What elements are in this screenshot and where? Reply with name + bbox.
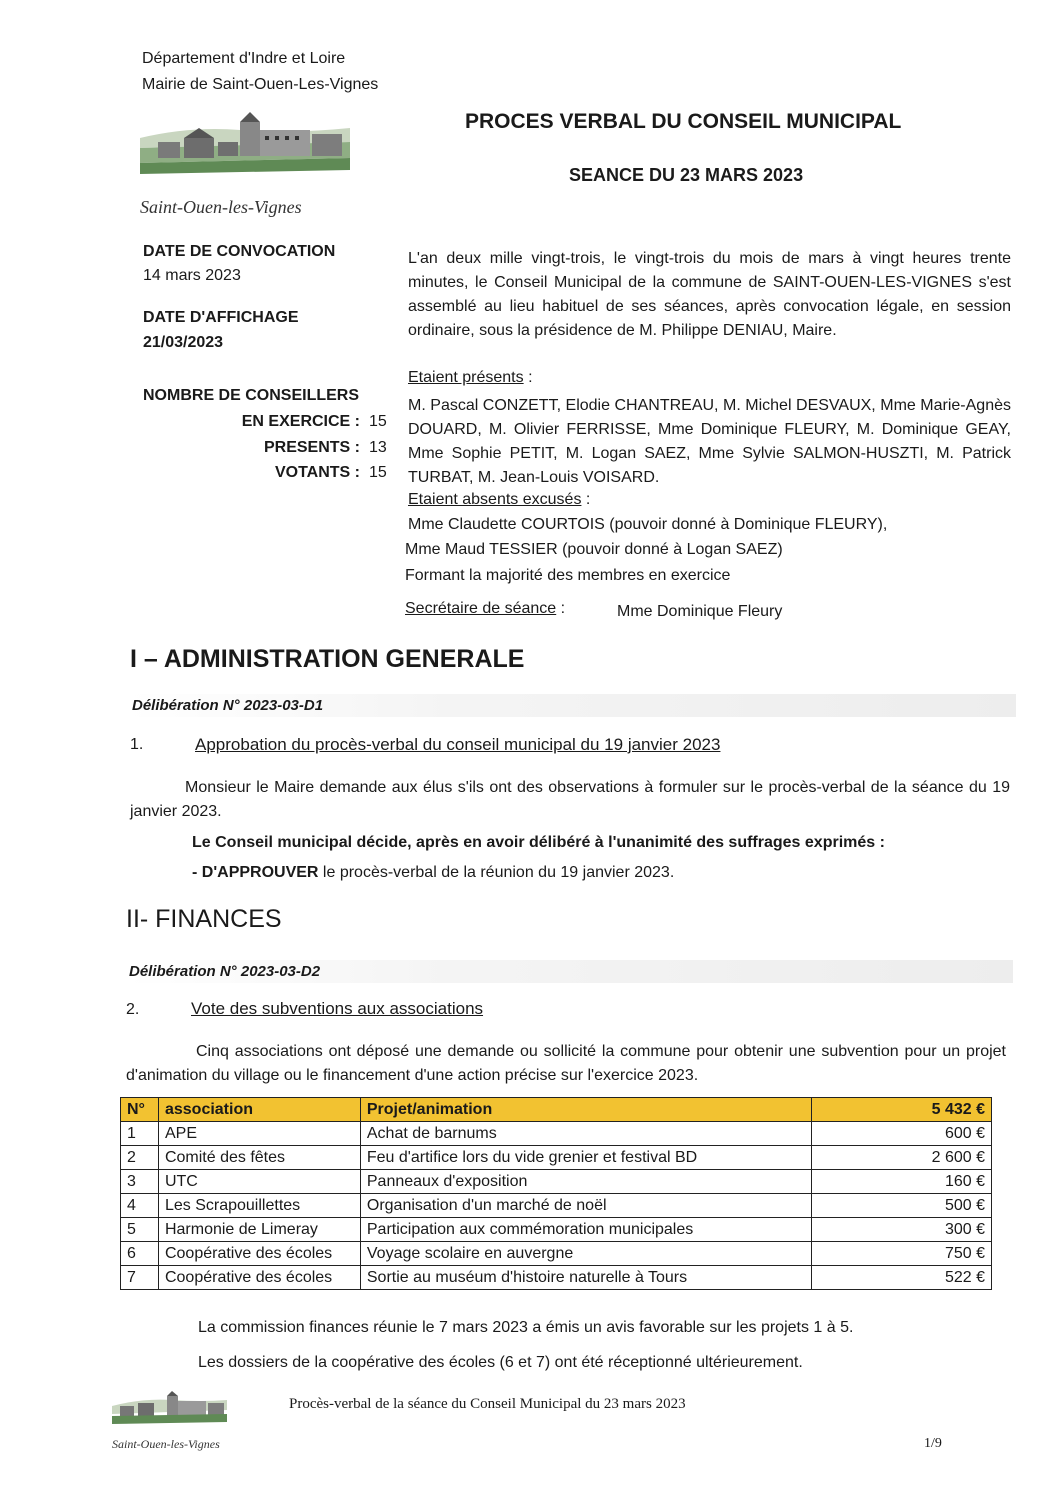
- affichage-value: 21/03/2023: [143, 334, 224, 351]
- row-association: Les Scrapouillettes: [158, 1194, 360, 1218]
- convocation-label: DATE DE CONVOCATION: [143, 243, 336, 260]
- mairie-line: Mairie de Saint-Ouen-Les-Vignes: [142, 76, 379, 93]
- row-association: Comité des fêtes: [158, 1146, 360, 1170]
- item-1-decision: Le Conseil municipal décide, après en avoir délibéré à l'unanimité des suffrages exprimés :: [192, 834, 885, 851]
- row-number: 4: [121, 1194, 159, 1218]
- row-amount: 160 €: [812, 1170, 992, 1194]
- row-project: Achat de barnums: [360, 1122, 812, 1146]
- row-association: Coopérative des écoles: [158, 1242, 360, 1266]
- section-administration-title: I – ADMINISTRATION GENERALE: [130, 645, 525, 673]
- row-amount: 600 €: [812, 1122, 992, 1146]
- row-number: 5: [121, 1218, 159, 1242]
- logo-caption: Saint-Ouen-les-Vignes: [140, 197, 302, 217]
- row-project: Participation aux commémoration municipales: [360, 1218, 812, 1242]
- footer-logo: [112, 1390, 252, 1460]
- presents-label: PRESENTS :: [263, 439, 360, 456]
- row-project: Panneaux d'exposition: [360, 1170, 812, 1194]
- table-row: [121, 1170, 992, 1194]
- row-amount: 522 €: [812, 1266, 992, 1290]
- convocation-value: 14 mars 2023: [143, 267, 241, 284]
- header-total: 5 432 €: [812, 1098, 992, 1122]
- exercice-value: 15: [369, 413, 387, 430]
- votants-value: 15: [369, 464, 387, 481]
- item-1-paragraph: Monsieur le Maire demande aux élus s'ils ont des observations à formuler sur le procès-verbal de la séance du 19 janvier 2023.: [130, 779, 1010, 820]
- table-row: [121, 1218, 992, 1242]
- table-row: [121, 1146, 992, 1170]
- header-number: N°: [121, 1098, 159, 1122]
- absent-2: Mme Maud TESSIER (pouvoir donné à Logan SAEZ): [405, 541, 783, 558]
- cooperative-note: Les dossiers de la coopérative des écoles (6 et 7) ont été réceptionné ultérieurement.: [198, 1354, 803, 1371]
- table-row: [121, 1194, 992, 1218]
- presents-value: 13: [369, 439, 387, 456]
- footer-text: Procès-verbal de la séance du Conseil Municipal du 23 mars 2023: [289, 1396, 686, 1412]
- item-1-title: Approbation du procès-verbal du conseil municipal du 19 janvier 2023: [195, 735, 721, 754]
- village-illustration-icon: [140, 108, 350, 178]
- row-project: Voyage scolaire en auvergne: [360, 1242, 812, 1266]
- row-association: Harmonie de Limeray: [158, 1218, 360, 1242]
- row-association: UTC: [158, 1170, 360, 1194]
- row-amount: 300 €: [812, 1218, 992, 1242]
- page-number: 1/9: [924, 1436, 942, 1451]
- village-illustration-icon: [112, 1390, 227, 1426]
- absents-heading: Etaient absents excusés :: [408, 491, 591, 508]
- row-number: 6: [121, 1242, 159, 1266]
- seance-title: SEANCE DU 23 MARS 2023: [569, 165, 804, 185]
- item-1-approve: - D'APPROUVER le procès-verbal de la réunion du 19 janvier 2023.: [192, 864, 675, 881]
- exercice-label: EN EXERCICE :: [241, 413, 360, 430]
- town-logo: [140, 108, 360, 218]
- intro-paragraph: L'an deux mille vingt-trois, le vingt-trois du mois de mars à vingt heures trente minutes, le Conseil Municipal de la commune de SAINT-OUEN-LES-VIGNES s'est assemblé au lieu habituel de ses séances, après convocation légale, en session ordinaire, sous la présidence de M. Philippe DENIAU, Maire.: [408, 250, 1011, 339]
- document-title: PROCES VERBAL DU CONSEIL MUNICIPAL: [465, 110, 902, 133]
- presents-heading: Etaient présents :: [408, 369, 533, 386]
- commission-note: La commission finances réunie le 7 mars 2023 a émis un avis favorable sur les projets 1 à 5.: [198, 1319, 854, 1336]
- row-amount: 500 €: [812, 1194, 992, 1218]
- row-association: APE: [158, 1122, 360, 1146]
- header-project: Projet/animation: [360, 1098, 812, 1122]
- row-number: 1: [121, 1122, 159, 1146]
- majorite-line: Formant la majorité des membres en exercice: [405, 567, 731, 584]
- table-row: [121, 1266, 992, 1290]
- votants-label: VOTANTS :: [274, 464, 360, 481]
- conseillers-label: NOMBRE DE CONSEILLERS: [143, 387, 360, 404]
- item-1-number: 1.: [130, 736, 144, 753]
- table-row: [121, 1242, 992, 1266]
- department-line: Département d'Indre et Loire: [142, 50, 346, 67]
- row-amount: 2 600 €: [812, 1146, 992, 1170]
- deliberation-d1: Délibération N° 2023-03-D1: [128, 694, 1016, 717]
- secretaire-value: Mme Dominique Fleury: [617, 603, 783, 620]
- deliberation-d2: Délibération N° 2023-03-D2: [125, 960, 1013, 983]
- row-project: Feu d'artifice lors du vide grenier et festival BD: [360, 1146, 812, 1170]
- item-2-paragraph: Cinq associations ont déposé une demande ou sollicité la commune pour obtenir une subvention pour un projet d'animation du village ou le financement d'une action précise sur l'exercice 2023.: [126, 1043, 1006, 1084]
- secretaire-label: Secrétaire de séance :: [405, 600, 566, 617]
- footer-logo-caption: Saint-Ouen-les-Vignes: [112, 1437, 220, 1451]
- presents-list: M. Pascal CONZETT, Elodie CHANTREAU, M. Michel DESVAUX, Mme Marie-Agnès DOUARD, M. Olivier FERRISSE, Mme Dominique FLEURY, M. Dominique GEAY, Mme Sophie PETIT, M. Logan SAEZ, Mme Sylvie SALMON-HUSZTI, M. Patrick TURBAT, M. Jean-Louis VOISARD.: [408, 397, 1011, 486]
- row-project: Sortie au muséum d'histoire naturelle à Tours: [360, 1266, 812, 1290]
- row-association: Coopérative des écoles: [158, 1266, 360, 1290]
- item-2-number: 2.: [126, 1001, 140, 1018]
- item-2-title: Vote des subventions aux associations: [191, 999, 484, 1018]
- row-amount: 750 €: [812, 1242, 992, 1266]
- header-association: association: [158, 1098, 360, 1122]
- affichage-label: DATE D'AFFICHAGE: [143, 309, 299, 326]
- row-project: Organisation d'un marché de noël: [360, 1194, 812, 1218]
- row-number: 2: [121, 1146, 159, 1170]
- section-finances-title: II- FINANCES: [126, 905, 282, 933]
- table-header-row: [121, 1098, 992, 1122]
- row-number: 7: [121, 1266, 159, 1290]
- row-number: 3: [121, 1170, 159, 1194]
- table-row: [121, 1122, 992, 1146]
- absent-1: Mme Claudette COURTOIS (pouvoir donné à Dominique FLEURY),: [408, 516, 888, 533]
- subsidy-table: [120, 1097, 992, 1290]
